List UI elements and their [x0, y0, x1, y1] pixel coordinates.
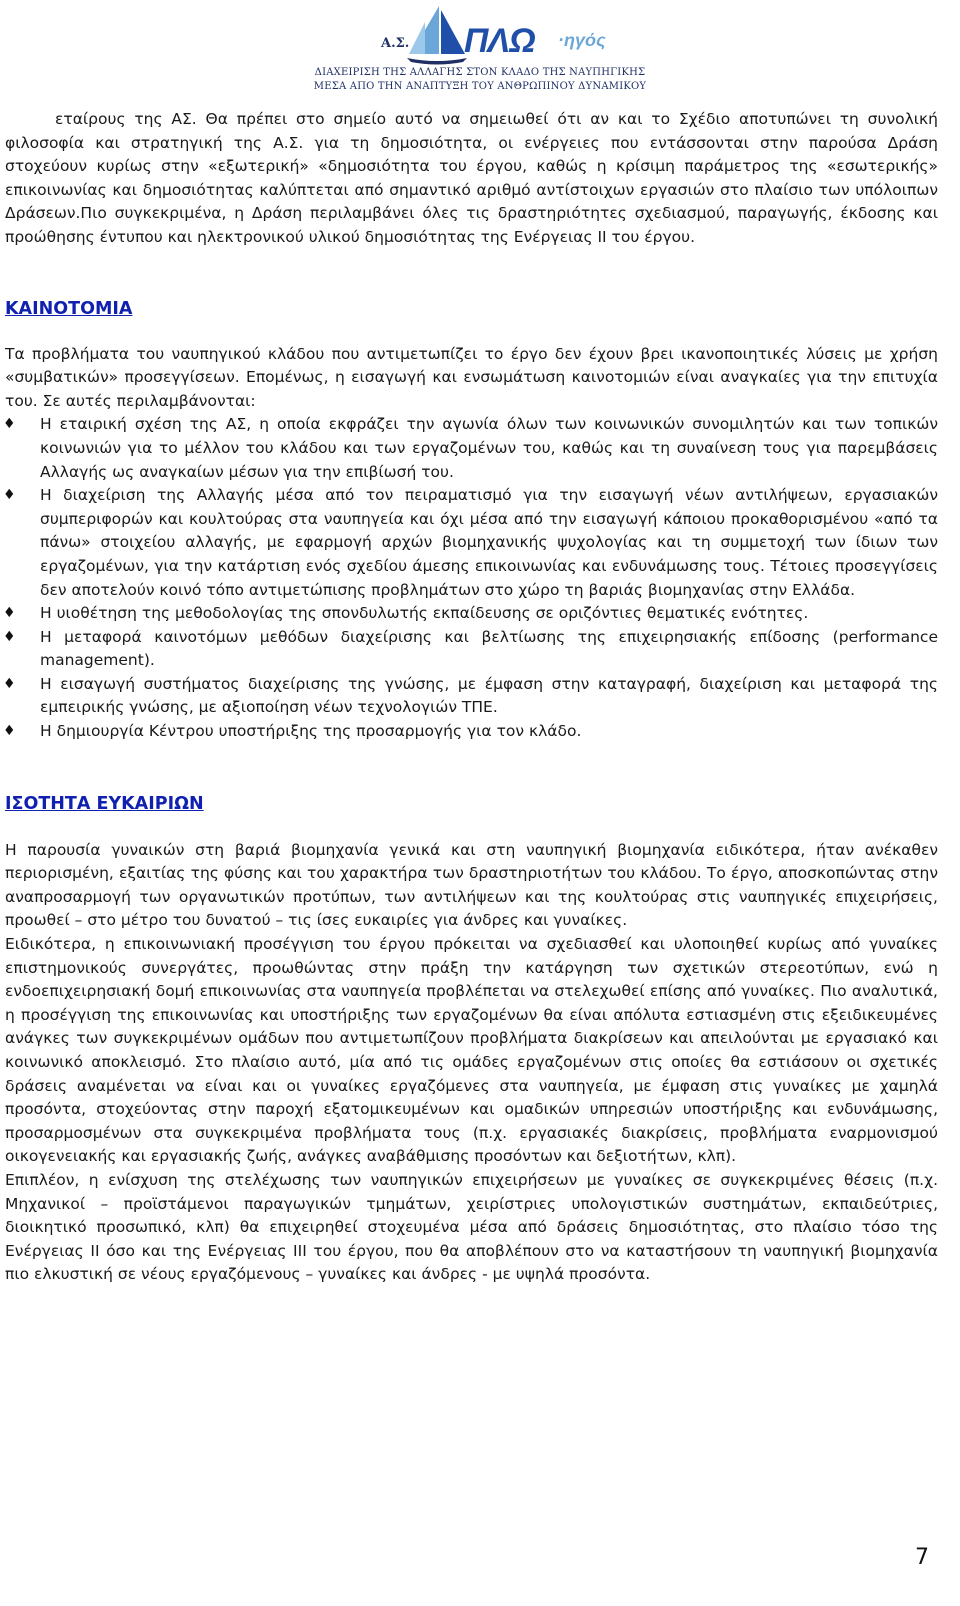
sailboat-logo-icon	[405, 4, 469, 66]
list-item	[5, 413, 938, 484]
list-item-text: Η εταιρική σχέση της ΑΣ, η οποία εκφράζει την αγωνία όλων των κοινωνικών συνομιλητών και των τοπικών κοινωνιών για το μέλλον του κλάδου και των εργαζομένων του, καθώς και τη συναίνεση τους για παρεμβάσεις Αλλαγής ως αναγκαίων μέσων για την επιβίωσή του.	[40, 415, 938, 481]
diamond-bullet-icon: ♦	[3, 675, 16, 692]
diamond-bullet-icon: ♦	[3, 628, 16, 645]
diamond-bullet-icon: ♦	[3, 487, 16, 504]
list-item-text: Η δημιουργία Κέντρου υποστήριξης της προσαρμογής για τον κλάδο.	[40, 722, 582, 741]
innovation-heading: ΚΑΙΝΟΤΟΜΙΑ	[5, 298, 133, 319]
list-item	[5, 626, 938, 673]
equality-paragraph-1: Η παρουσία γυναικών στη βαριά βιομηχανία γενικά και στη ναυπηγική βιομηχανία ειδικότερα, ήταν ανέκαθεν περιορισμένη, εξαιτίας της φύσης και του χαρακτήρα των δραστηριοτήτων του κλάδου. Το έργο, αποσκοπώντας στην αναπροσαρμογή των οργανωτικών προτύπων, των αντιλήψεων και της κουλτούρας στις ναυπηγικές επιχειρήσεις, προωθεί – στο μέτρο του δυνατού – τις ίσες ευκαιρίες για άνδρες και γυναίκες.	[5, 840, 938, 930]
innovation-paragraph: Τα προβλήματα του ναυπηγικού κλάδου που αντιμετωπίζει το έργο δεν έχουν βρει ικανοποιητικές λύσεις με χρήση «συμβατικών» προσεγγίσεων. Επομένως, η εισαγωγή και ενσωμάτωση καινοτομιών είναι αναγκαίες για την επιτυχία του. Σε αυτές περιλαμβάνονται:	[5, 344, 938, 410]
equality-paragraph-2: Ειδικότερα, η επικοινωνιακή προσέγγιση του έργου πρόκειται να σχεδιασθεί και υλοποιηθεί κυρίως από γυναίκες επιστημονικούς συνεργάτες, προωθώντας στην πράξη την κατάργηση των σχετικών στερεοτύπων, ενώ η ενδοεπιχειρησιακή δομή επικοινωνίας στα ναυπηγεία προβλέπεται να στελεχωθεί επίσης από γυναίκες. Πιο αναλυτικά, η προσέγγιση της επικοινωνίας και υποστήριξης των εργαζομένων θα είναι απόλυτα εστιασμένη στις εξειδικευμένες ανάγκες των συγκεκριμένων ομάδων που αντιμετωπίζουν προβλήματα διακρίσεων και απειλούνται με εργασιακό και κοινωνικό αποκλεισμό. Στο πλαίσιο αυτό, μία από τις ομάδες εργαζομένων στις οποίες θα εστιάσουν οι σχετικές δράσεις αναμένεται να είναι και οι γυναίκες εργαζόμενες στα ναυπηγεία, με έμφαση στις γυναίκες με χαμηλά προσόντα, στοχεύοντας στην παροχή εξατομικευμένων και ομαδικών υπηρεσιών υποστήριξης και ενδυνάμωσης, προσαρμοσμένων στα συγκεκριμένα προβλήματα τους (π.χ. εργασιακές διακρίσεις, προβλήματα εναρμονισμού οικογενειακής και εργασιακής ζωής, ανάγκες αναβάθμισης προσόντων και δεξιοτήτων, κλπ).	[5, 935, 938, 1166]
diamond-bullet-icon: ♦	[3, 605, 16, 622]
list-item-text: Η διαχείριση της Αλλαγής μέσα από τον πειραματισμό για την εισαγωγή νέων αντιλήψεων, εργασιακών συμπεριφορών και κουλτούρας στα ναυπηγεία και όχι μέσα από την εισαγωγή κάποιου προκαθορισμένου «από τα πάνω» στοιχείου αλλαγής, με εφαρμογή αρχών βιομηχανικής ψυχολογίας και τη συμμετοχή των ίδιων των εργαζομένων, για την κατάρτιση ενός σχεδίου άμεσης επικοινωνίας και ενδυνάμωσης τους. Τέτοιες προσεγγίσεις δεν αποτελούν κοινό τόπο αντιμετώπισης προβλημάτων στο χώρο τη βαριάς βιομηχανίας στην Ελλάδα.	[40, 486, 938, 599]
page-header	[0, 0, 960, 100]
list-item	[5, 673, 938, 720]
innovation-list	[5, 413, 938, 743]
list-item-text: Η μεταφορά καινοτόμων μεθόδων διαχείρισης και βελτίωσης της επιχειρησιακής επίδοσης (performance management).	[40, 627, 938, 670]
page-number: 7	[915, 1545, 929, 1570]
logo-subtitle-line1: ΔΙΑΧΕΙΡΙΣΗ ΤΗΣ ΑΛΛΑΓΗΣ ΣΤΟΝ ΚΛΑΔΟ ΤΗΣ ΝΑΥΠΗΓΙΚΗΣ	[314, 67, 646, 78]
document-body	[5, 108, 938, 1287]
list-item-text: Η υιοθέτηση της μεθοδολογίας της σπονδυλωτής εκπαίδευσης σε οριζόντιες θεματικές ενότητες.	[40, 604, 809, 623]
equality-paragraph-3: Επιπλέον, η ενίσχυση της στελέχωσης των ναυπηγικών επιχειρήσεων με γυναίκες σε συγκεκριμένες θέσεις (π.χ. Μηχανικοί – προϊστάμενοι παραγωγικών τμημάτων, χειρίστριες υπολογιστικών συστημάτων, εκπαιδεύτριες, διοικητικό προσωπικό, κλπ) θα επιχειρηθεί στοχευμένα μέσα από δράσεις δημοσιότητας, στο πλαίσιο τόσο της Ενέργειας ΙΙ όσο και της Ενέργειας ΙΙΙ του έργου, που θα αποβλέπουν στο να καταστήσουν τη ναυπηγική βιομηχανία πιο ελκυστική σε νέους εργαζόμενους – γυναίκες και άνδρες - με υψηλά προσόντα.	[5, 1170, 938, 1284]
intro-paragraph: εταίρους της ΑΣ. Θα πρέπει στο σημείο αυτό να σημειωθεί ότι αν και το Σχέδιο αποτυπώνει τη συνολική φιλοσοφία και στρατηγική της Α.Σ. για τη δημοσιότητα, οι ενέργειες που εντάσσονται στην παρούσα Δράση στοχεύουν κυρίως στην «εξωτερική» «δημοσιότητα του έργου, καθώς η κρίσιμη παράμετρος της «εσωτερικής» επικοινωνίας και δημοσιότητας καλύπτεται από σημαντικό αριθμό αντίστοιχων εργασιών στο πλαίσιο των υπόλοιπων Δράσεων.Πιο συγκεκριμένα, η Δράση περιλαμβάνει όλες τις δραστηριότητες σχεδιασμού, παραγωγής, έκδοσης και προώθησης έντυπου και ηλεκτρονικού υλικού δημοσιότητας της Ενέργειας ΙΙ του έργου.	[5, 110, 938, 246]
logo-subtitle-line2: ΜΕΣΑ ΑΠΟ ΤΗΝ ΑΝΑΠΤΥΞΗ ΤΟΥ ΑΝΘΡΩΠΙΝΟΥ ΔΥΝΑΜΙΚΟΥ	[313, 81, 647, 92]
equality-heading: ΙΣΟΤΗΤΑ ΕΥΚΑΙΡΙΩΝ	[5, 793, 204, 814]
diamond-bullet-icon: ♦	[3, 723, 16, 740]
logo-as-label: Α.Σ.	[381, 36, 410, 51]
list-item-text: Η εισαγωγή συστήματος διαχείρισης της γνώσης, με έμφαση στην καταγραφή, διαχείριση και μεταφορά της εμπειρικής γνώσης, με αξιοποίηση νέων τεχνολογιών ΤΠΕ.	[40, 674, 938, 717]
logo-brand-text: ΠΛΩ	[464, 22, 535, 60]
list-item	[5, 484, 938, 602]
diamond-bullet-icon: ♦	[3, 416, 16, 433]
logo-brand-suffix: ·ηγός	[558, 30, 606, 50]
list-item	[5, 602, 938, 626]
list-item	[5, 720, 938, 744]
